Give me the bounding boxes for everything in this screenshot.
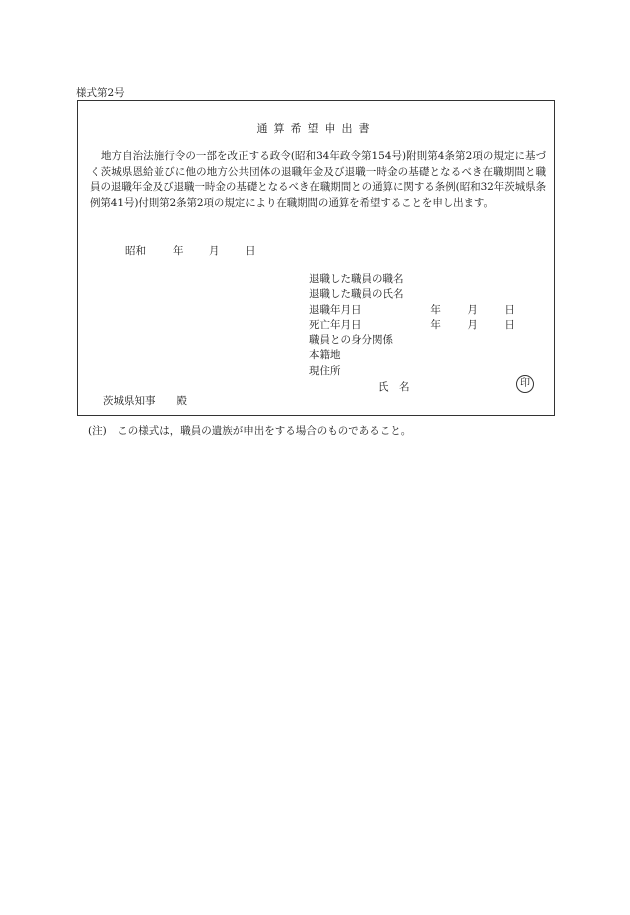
date-year-unit: 年 (173, 245, 184, 257)
retirement-day-unit: 日 (504, 303, 515, 316)
field-position-label: 退職した職員の職名 (309, 273, 404, 285)
field-name-label: 退職した職員の氏名 (309, 288, 404, 301)
field-relationship (309, 333, 541, 348)
form-frame (77, 100, 555, 416)
field-position (309, 272, 541, 287)
signature-name-label: 氏 名 (378, 381, 410, 393)
field-address (309, 364, 541, 379)
footnote: (注) この様式は，職員の遺族が申出をする場合のものであること。 (88, 425, 412, 437)
field-domicile-label: 本籍地 (309, 349, 341, 362)
form-title: 通算希望申出書 (256, 122, 376, 135)
seal-mark-icon: 印 (516, 375, 534, 393)
field-death-date-label: 死亡年月日 (309, 318, 362, 331)
field-death-date (309, 318, 541, 333)
date-day-unit: 日 (245, 245, 256, 257)
field-retirement-date (309, 303, 541, 318)
form-number: 様式第2号 (76, 87, 125, 99)
death-year-unit: 年 (430, 318, 441, 331)
retirement-month-unit: 月 (467, 303, 478, 316)
form-body-text: 地方自治法施行令の一部を改正する政令(昭和34年政令第154号)附則第4条第2項の規定に基づく茨城県恩給並びに他の地方公共団体の退職年金及び退職一時金の基礎となるべき在職期間と職員の退職年金及び退職一時金の基礎となるべき在職期間との通算に関する条例(昭和32年茨城県条例第41号)付則第2条第2項の規定により在職期間の通算を希望することを申し出ます。 (90, 150, 546, 209)
application-date (125, 243, 256, 258)
field-name (309, 287, 541, 302)
field-domicile (309, 348, 541, 363)
death-month-unit: 月 (467, 318, 478, 331)
field-address-label: 現住所 (309, 364, 341, 377)
field-relationship-label: 職員との身分関係 (309, 334, 393, 347)
death-day-unit: 日 (504, 318, 515, 331)
field-retirement-date-label: 退職年月日 (309, 303, 362, 316)
addressee: 茨城県知事 殿 (103, 395, 187, 407)
date-era: 昭和 (125, 245, 146, 257)
date-month-unit: 月 (209, 245, 220, 257)
retirement-year-unit: 年 (430, 303, 441, 316)
applicant-fields (309, 272, 541, 379)
